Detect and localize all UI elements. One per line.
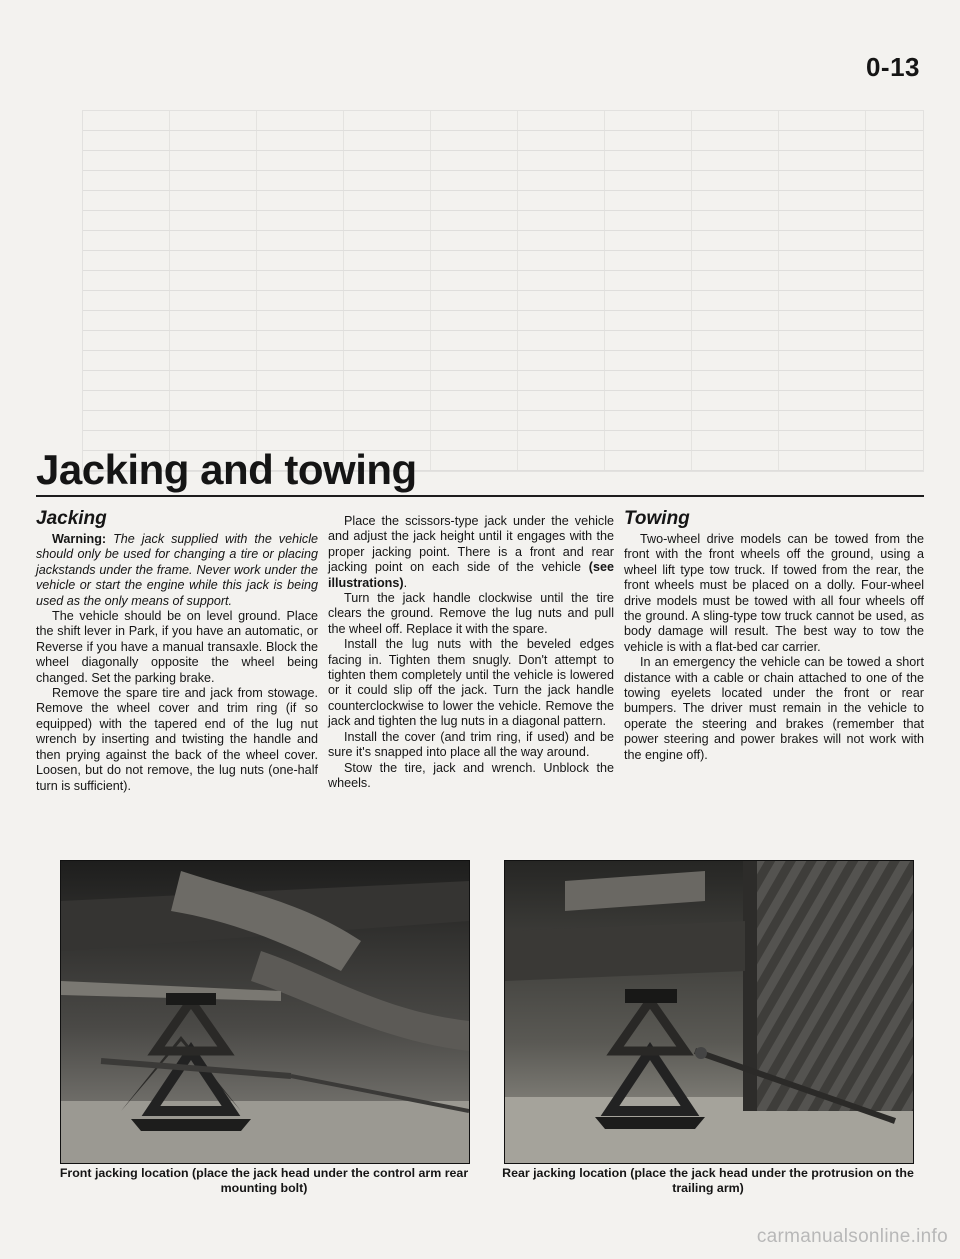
towing-paragraph: Two-wheel drive models can be towed from the front with the front wheels off the ground, using a wheel lift type tow truck. If towed from the rear, the front wheels must be placed on a dolly. Four-wheel drive models must be towed with all four wheels off the ground. A sling-type tow truck cannot be used, as body damage will result. The best way to tow the vehicle is with a flat-bed car carrier. [624, 532, 924, 654]
rear-jacking-caption: Rear jacking location (place the jack head under the protrusion on the trailing arm) [502, 1166, 914, 1195]
jacking-text: . [403, 575, 408, 590]
jacking-paragraph: The vehicle should be on level ground. Place the shift lever in Park, if you have an automatic, or Reverse if you have a manual transaxle. Block the wheel diagonally opposite the wheel being changed. Set the parking brake. [36, 609, 318, 685]
jacking-paragraph: Stow the tire, jack and wrench. Unblock the wheels. [328, 760, 614, 790]
title-divider [36, 495, 924, 497]
rear-jack-illustration [505, 861, 913, 1163]
towing-paragraph: In an emergency the vehicle can be towed a short distance with a cable or chain attached to one of the towing eyelets located under the front or rear bumpers. The driver must remain in the vehicle to operate the steering and brakes (remember that power steering and power brakes will not work with the engine off). [624, 655, 924, 762]
page-title: Jacking and towing [36, 446, 417, 493]
column-jacking [36, 508, 318, 794]
watermark: carmanualsonline.info [756, 1226, 948, 1247]
front-jacking-caption: Front jacking location (place the jack head under the control arm rear mounting bolt) [59, 1166, 469, 1195]
jacking-paragraph [328, 514, 614, 591]
column-towing [624, 508, 924, 763]
jacking-text: Place the scissors-type jack under the vehicle and adjust the jack height until it engages with the proper jacking point. There is a front and rear jacking point on each side of the vehicle [328, 514, 614, 575]
front-jack-illustration [61, 861, 469, 1163]
jacking-paragraph: Turn the jack handle clockwise until the tire clears the ground. Remove the lug nuts and pull the wheel off. Replace it with the spare. [328, 591, 614, 636]
rear-jacking-photo [504, 860, 914, 1164]
warning-label: Warning: [52, 532, 107, 546]
jacking-paragraph: Remove the spare tire and jack from stowage. Remove the wheel cover and trim ring (if so equipped) with the tapered end of the lug nut wrench by inserting and twisting the handle and then prying against the back of the wheel cover. Loosen, but do not remove, the lug nuts (one-half turn is sufficient). [36, 686, 318, 793]
see-illustrations-ref: (see illustrations) [328, 560, 614, 590]
jacking-warning [36, 532, 318, 609]
warning-text: The jack supplied with the vehicle should only be used for changing a tire or placing jackstands under the frame. Never work under the vehicle or start the engine while this jack is being used as the only means of support. [36, 532, 319, 608]
front-jacking-photo [60, 860, 470, 1164]
bleed-through-table [82, 110, 924, 472]
jacking-paragraph: Install the lug nuts with the beveled edges facing in. Tighten them snugly. Don't attempt to tighten them completely until the vehicle is lowered or it could slip off the jack. Turn the jack handle counterclockwise to lower the vehicle. Remove the jack and tighten the lug nuts in a diagonal pattern. [328, 637, 614, 729]
jacking-paragraph: Install the cover (and trim ring, if used) and be sure it's snapped into place all the way around. [328, 729, 614, 760]
jacking-heading: Jacking [36, 508, 107, 529]
towing-heading: Towing [624, 508, 690, 529]
column-jacking-continued [328, 514, 614, 791]
page-number: 0-13 [865, 52, 920, 82]
